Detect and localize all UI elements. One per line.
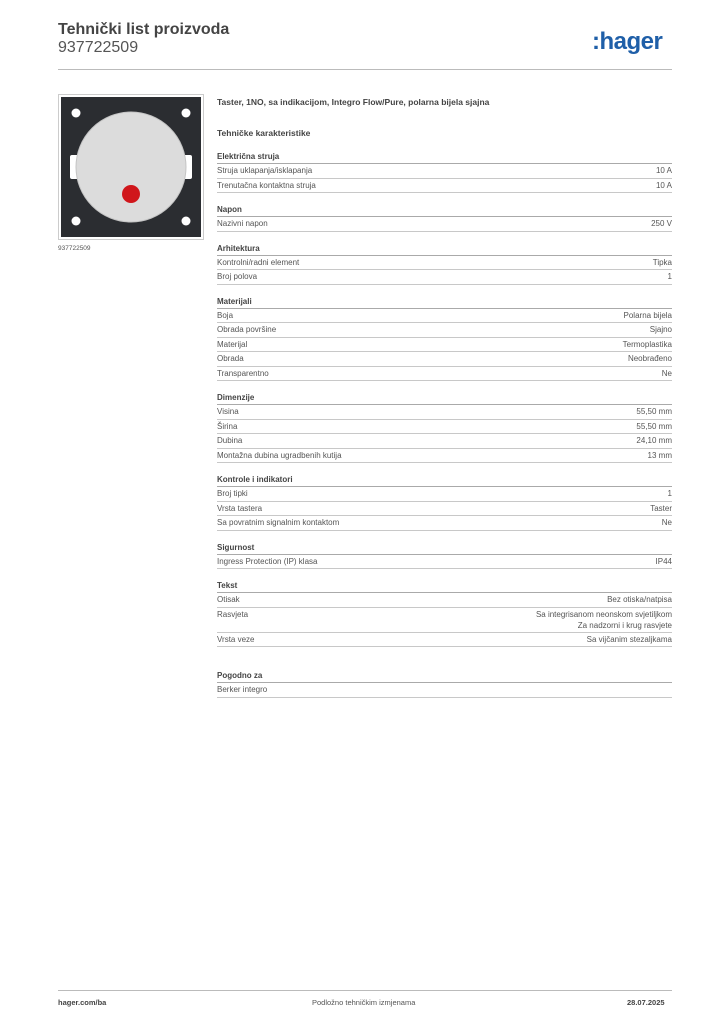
spec-label: Obrada površine [217, 325, 277, 334]
spec-row [217, 434, 672, 449]
spec-label: Berker integro [217, 685, 268, 694]
footer-divider [58, 990, 672, 991]
product-image [58, 94, 204, 240]
section-title: Napon [217, 203, 672, 217]
spec-label: Transparentno [217, 368, 269, 378]
spec-label: Visina [217, 407, 239, 416]
spec-section [217, 391, 672, 463]
header-product-code: 937722509 [58, 39, 139, 56]
section-title: Materijali [217, 295, 672, 309]
spec-section [217, 150, 672, 193]
spec-label: Trenutačna kontaktna struja [217, 180, 316, 190]
spec-row [217, 323, 672, 338]
spec-section [217, 203, 672, 232]
spec-row [217, 179, 672, 194]
section-title: Arhitektura [217, 242, 672, 256]
spec-section [217, 541, 672, 570]
spec-value-line: Sa integrisanom neonskom svjetiljkom [535, 609, 672, 619]
image-caption: 937722509 [58, 245, 91, 252]
spec-row [217, 502, 672, 517]
switch-insert [76, 112, 186, 222]
spec-label: Obrada [217, 354, 244, 363]
spec-row [217, 217, 672, 232]
spec-value: Sa vijčanim stezaljkama [586, 634, 672, 644]
spec-value: 1 [667, 272, 672, 281]
spec-label: Ingress Protection (IP) klasa [217, 556, 318, 566]
spec-row [217, 487, 672, 502]
spec-label: Broj polova [217, 272, 258, 281]
section-title: Tekst [217, 579, 672, 593]
spec-value: Bez otiska/natpisa [607, 595, 672, 604]
spec-value-line: Za nadzorni i krug rasvjete [577, 620, 672, 630]
spec-value: Tipka [652, 257, 672, 267]
hager-logo[interactable] [592, 28, 662, 56]
spec-value: 24,10 mm [636, 436, 672, 445]
spec-label: Boja [217, 310, 234, 320]
logo-prefix: : [592, 28, 600, 55]
spec-section-suitable [217, 669, 672, 698]
spec-value: 250 V [651, 219, 672, 228]
spec-row [217, 633, 672, 648]
footer-website-link[interactable]: hager.com/ba [58, 998, 107, 1007]
spec-sections [217, 150, 672, 647]
spec-value: 1 [667, 489, 672, 498]
spec-row [217, 608, 672, 633]
spec-row [217, 367, 672, 382]
spec-label: Struja uklapanja/isklapanja [217, 166, 313, 175]
spec-section [217, 295, 672, 382]
spec-value: Ne [661, 518, 672, 527]
spec-row [217, 420, 672, 435]
spec-row [217, 338, 672, 353]
spec-label: Materijal [217, 339, 248, 349]
product-description: Taster, 1NO, sa indikacijom, Integro Flow/Pure, polarna bijela sjajna [217, 97, 490, 107]
screw-hole-top-right [182, 109, 191, 118]
spec-section [217, 242, 672, 285]
spec-row [217, 683, 672, 698]
spec-label: Montažna dubina ugradbenih kutija [217, 450, 342, 460]
spec-row [217, 555, 672, 570]
screw-hole-top-left [72, 109, 81, 118]
spec-row [217, 352, 672, 367]
spec-label: Rasvjeta [217, 609, 249, 619]
screw-hole-bottom-right [182, 217, 191, 226]
header-divider [58, 69, 672, 70]
spec-content [217, 97, 672, 698]
spec-row [217, 405, 672, 420]
technical-characteristics-heading: Tehničke karakteristike [217, 128, 311, 138]
spec-row [217, 449, 672, 464]
spec-section [217, 579, 672, 647]
logo-text: hager [599, 28, 663, 55]
spec-label: Sa povratnim signalnim kontaktom [217, 518, 340, 527]
indicator-light [122, 185, 140, 203]
spec-value: Sjajno [649, 325, 672, 334]
spec-value: 55,50 mm [636, 421, 672, 431]
section-title: Sigurnost [217, 541, 672, 555]
section-title: Dimenzije [217, 391, 672, 405]
spec-value: 10 A [655, 180, 672, 190]
spec-value: Taster [650, 503, 672, 513]
spacer [217, 647, 672, 659]
section-title: Kontrole i indikatori [217, 473, 672, 487]
spec-value: Ne [661, 368, 672, 378]
spec-value: 10 A [655, 166, 672, 175]
spec-row [217, 593, 672, 608]
spec-row [217, 270, 672, 285]
spec-value: Termoplastika [622, 339, 672, 349]
spec-section [217, 473, 672, 531]
spec-value: 13 mm [647, 450, 672, 460]
spec-row [217, 164, 672, 179]
switch-illustration [59, 95, 203, 239]
spec-value [536, 608, 672, 632]
spec-label: Dubina [217, 436, 243, 445]
spec-label: Broj tipki [217, 489, 248, 498]
spec-label: Nazivni napon [217, 219, 268, 228]
spec-value: IP44 [655, 556, 672, 566]
spec-value: Polarna bijela [623, 310, 672, 320]
spec-label: Kontrolni/radni element [217, 257, 300, 267]
section-title: Električna struja [217, 150, 672, 164]
spec-label: Širina [217, 421, 238, 431]
spec-value: Neobrađeno [627, 354, 672, 363]
screw-hole-bottom-left [72, 217, 81, 226]
footer-date: 28.07.2025 [627, 998, 665, 1007]
header-title: Tehnički list proizvoda [58, 21, 230, 38]
section-title: Pogodno za [217, 669, 672, 683]
spec-row [217, 256, 672, 271]
spec-label: Vrsta tastera [217, 503, 263, 513]
spec-value: 55,50 mm [636, 407, 672, 416]
spec-label: Vrsta veze [217, 634, 255, 644]
footer-disclaimer: Podložno tehničkim izmjenama [312, 998, 416, 1007]
spec-row [217, 309, 672, 324]
spec-label: Otisak [217, 595, 240, 604]
spec-row [217, 516, 672, 531]
